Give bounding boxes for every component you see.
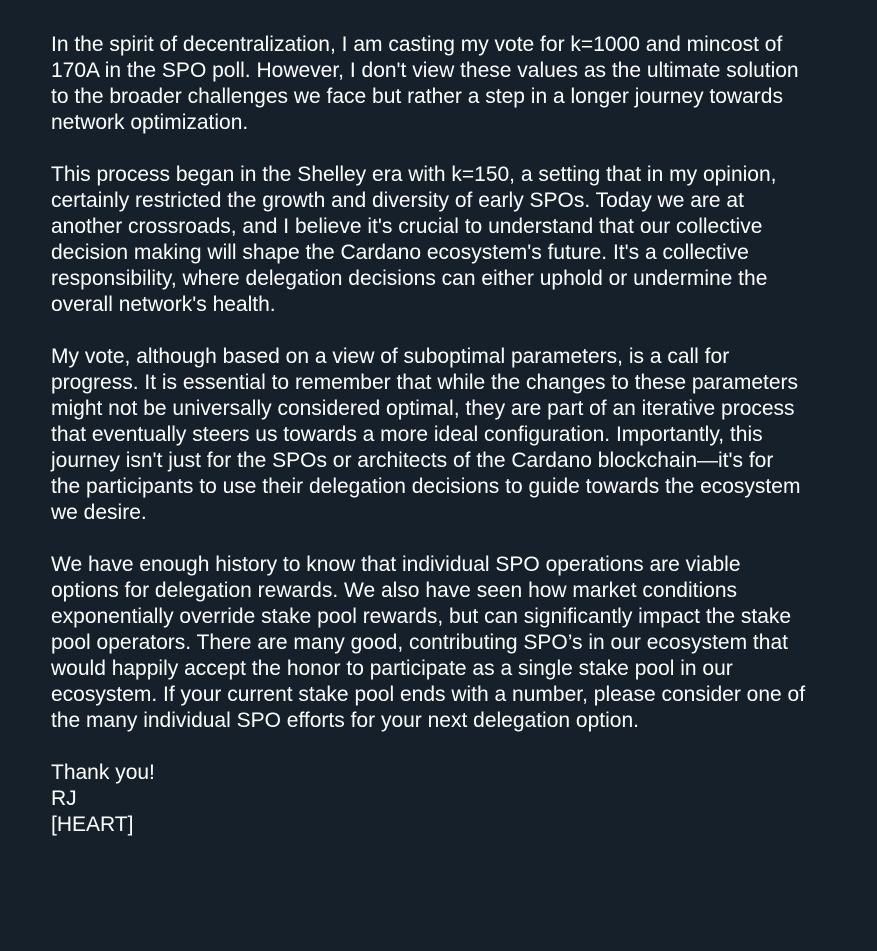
signoff-name: RJ (51, 787, 77, 810)
post-body (51, 32, 851, 838)
paragraph-vote-intro: In the spirit of decentralization, I am casting my vote for k=1000 and mincost of 170A in the SPO poll. However, I don't view these values as the ultimate solution to the broader challenges we face but rather a step in a longer journey towards network optimization. (51, 33, 799, 134)
paragraph-delegation-advice: We have enough history to know that individual SPO operations are viable options for delegation rewards. We also have seen how market conditions exponentially override stake pool rewards, but can significantly impact the stake pool operators. There are many good, contributing SPO’s in our ecosystem that would happily accept the honor to participate as a single stake pool in our ecosystem. If your current stake pool ends with a number, please consider one of the many individual SPO efforts for your next delegation option. (51, 553, 806, 732)
signoff-ticker: [HEART] (51, 813, 134, 836)
signoff (51, 760, 851, 838)
paragraph-vote-rationale: My vote, although based on a view of suboptimal parameters, is a call for progress. It is essential to remember that while the changes to these parameters might not be universally considered optimal, they are part of an iterative process that eventually steers us towards a more ideal configuration. Importantly, this journey isn't just for the SPOs or architects of the Cardano blockchain—it's for the participants to use their delegation decisions to guide towards the ecosystem we desire. (51, 345, 801, 524)
paragraph-shelley-history: This process began in the Shelley era with k=150, a setting that in my opinion, certainly restricted the growth and diversity of early SPOs. Today we are at another crossroads, and I believe it's crucial to understand that our collective decision making will shape the Cardano ecosystem's future. It's a collective responsibility, where delegation decisions can either uphold or undermine the overall network's health. (51, 163, 777, 316)
signoff-thanks: Thank you! (51, 761, 155, 784)
